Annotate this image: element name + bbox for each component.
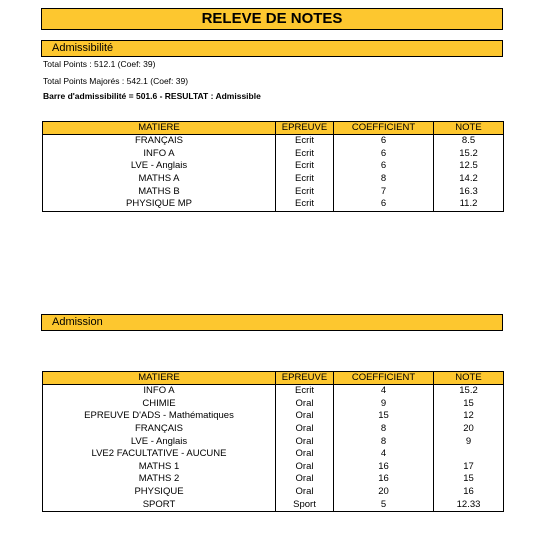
admission-table xyxy=(42,371,504,512)
note-cell: 15 xyxy=(434,398,504,411)
page-title: RELEVE DE NOTES xyxy=(41,8,503,30)
matiere-cell: EPREUVE D'ADS - Mathématiques xyxy=(43,410,276,423)
table-row xyxy=(43,435,504,448)
epreuve-cell: Oral xyxy=(276,461,334,474)
epreuve-cell: Ecrit xyxy=(276,198,334,211)
note-cell: 17 xyxy=(434,461,504,474)
epreuve-cell: Oral xyxy=(276,423,334,436)
coefficient-cell: 8 xyxy=(334,435,434,448)
table-header-row xyxy=(43,372,504,385)
matiere-cell: MATHS A xyxy=(43,173,276,186)
epreuve-cell: Oral xyxy=(276,448,334,461)
coefficient-cell: 4 xyxy=(334,385,434,398)
epreuve-cell: Oral xyxy=(276,398,334,411)
coefficient-cell: 6 xyxy=(334,160,434,173)
matiere-cell: FRANÇAIS xyxy=(43,423,276,436)
note-cell: 15.2 xyxy=(434,385,504,398)
table-row xyxy=(43,410,504,423)
table-row xyxy=(43,385,504,398)
epreuve-cell: Ecrit xyxy=(276,385,334,398)
note-cell: 12.5 xyxy=(434,160,504,173)
epreuve-cell: Ecrit xyxy=(276,148,334,161)
epreuve-cell: Ecrit xyxy=(276,135,334,148)
note-cell: 12 xyxy=(434,410,504,423)
column-header-epreuve: EPREUVE xyxy=(276,122,334,135)
matiere-cell: FRANÇAIS xyxy=(43,135,276,148)
matiere-cell: MATHS 1 xyxy=(43,461,276,474)
matiere-cell: CHIMIE xyxy=(43,398,276,411)
column-header-note: NOTE xyxy=(434,122,504,135)
matiere-cell: SPORT xyxy=(43,498,276,511)
epreuve-cell: Oral xyxy=(276,410,334,423)
coefficient-cell: 6 xyxy=(334,198,434,211)
table-row xyxy=(43,198,504,211)
table-row xyxy=(43,398,504,411)
epreuve-cell: Ecrit xyxy=(276,185,334,198)
matiere-cell: PHYSIQUE xyxy=(43,486,276,499)
coefficient-cell: 16 xyxy=(334,461,434,474)
table-row xyxy=(43,486,504,499)
matiere-cell: MATHS 2 xyxy=(43,473,276,486)
section-header-admission: Admission xyxy=(41,314,503,331)
coefficient-cell: 6 xyxy=(334,148,434,161)
coefficient-cell: 9 xyxy=(334,398,434,411)
coefficient-cell: 5 xyxy=(334,498,434,511)
coefficient-cell: 15 xyxy=(334,410,434,423)
matiere-cell: LVE - Anglais xyxy=(43,435,276,448)
coefficient-cell: 20 xyxy=(334,486,434,499)
coefficient-cell: 7 xyxy=(334,185,434,198)
table-row xyxy=(43,461,504,474)
note-cell: 16 xyxy=(434,486,504,499)
matiere-cell: LVE - Anglais xyxy=(43,160,276,173)
epreuve-cell: Oral xyxy=(276,435,334,448)
total-points-majores: Total Points Majorés : 542.1 (Coef: 39) xyxy=(43,76,189,86)
column-header-matiere: MATIERE xyxy=(43,122,276,135)
matiere-cell: INFO A xyxy=(43,385,276,398)
matiere-cell: MATHS B xyxy=(43,185,276,198)
note-cell: 9 xyxy=(434,435,504,448)
column-header-coefficient: COEFFICIENT xyxy=(334,122,434,135)
column-header-note: NOTE xyxy=(434,372,504,385)
column-header-matiere: MATIERE xyxy=(43,372,276,385)
matiere-cell: LVE2 FACULTATIVE - AUCUNE xyxy=(43,448,276,461)
note-cell: 15.2 xyxy=(434,148,504,161)
matiere-cell: INFO A xyxy=(43,148,276,161)
table-row xyxy=(43,448,504,461)
note-cell: 20 xyxy=(434,423,504,436)
note-cell: 12.33 xyxy=(434,498,504,511)
note-cell: 8.5 xyxy=(434,135,504,148)
note-cell: 14.2 xyxy=(434,173,504,186)
table-row xyxy=(43,160,504,173)
barre-admissibilite: Barre d'admissibilité = 501.6 - RESULTAT : Admissible xyxy=(43,91,261,101)
note-cell: 16.3 xyxy=(434,185,504,198)
note-cell xyxy=(434,448,504,461)
total-points: Total Points : 512.1 (Coef: 39) xyxy=(43,59,156,69)
column-header-coefficient: COEFFICIENT xyxy=(334,372,434,385)
column-header-epreuve: EPREUVE xyxy=(276,372,334,385)
table-row xyxy=(43,185,504,198)
section-header-admissibilite: Admissibilité xyxy=(41,40,503,57)
epreuve-cell: Oral xyxy=(276,486,334,499)
coefficient-cell: 6 xyxy=(334,135,434,148)
coefficient-cell: 16 xyxy=(334,473,434,486)
epreuve-cell: Sport xyxy=(276,498,334,511)
table-row xyxy=(43,473,504,486)
table-row xyxy=(43,173,504,186)
coefficient-cell: 4 xyxy=(334,448,434,461)
coefficient-cell: 8 xyxy=(334,423,434,436)
epreuve-cell: Oral xyxy=(276,473,334,486)
table-row xyxy=(43,498,504,511)
table-header-row xyxy=(43,122,504,135)
note-cell: 15 xyxy=(434,473,504,486)
epreuve-cell: Ecrit xyxy=(276,160,334,173)
epreuve-cell: Ecrit xyxy=(276,173,334,186)
admissibilite-table xyxy=(42,121,504,212)
table-row xyxy=(43,148,504,161)
note-cell: 11.2 xyxy=(434,198,504,211)
table-row xyxy=(43,423,504,436)
table-row xyxy=(43,135,504,148)
coefficient-cell: 8 xyxy=(334,173,434,186)
matiere-cell: PHYSIQUE MP xyxy=(43,198,276,211)
